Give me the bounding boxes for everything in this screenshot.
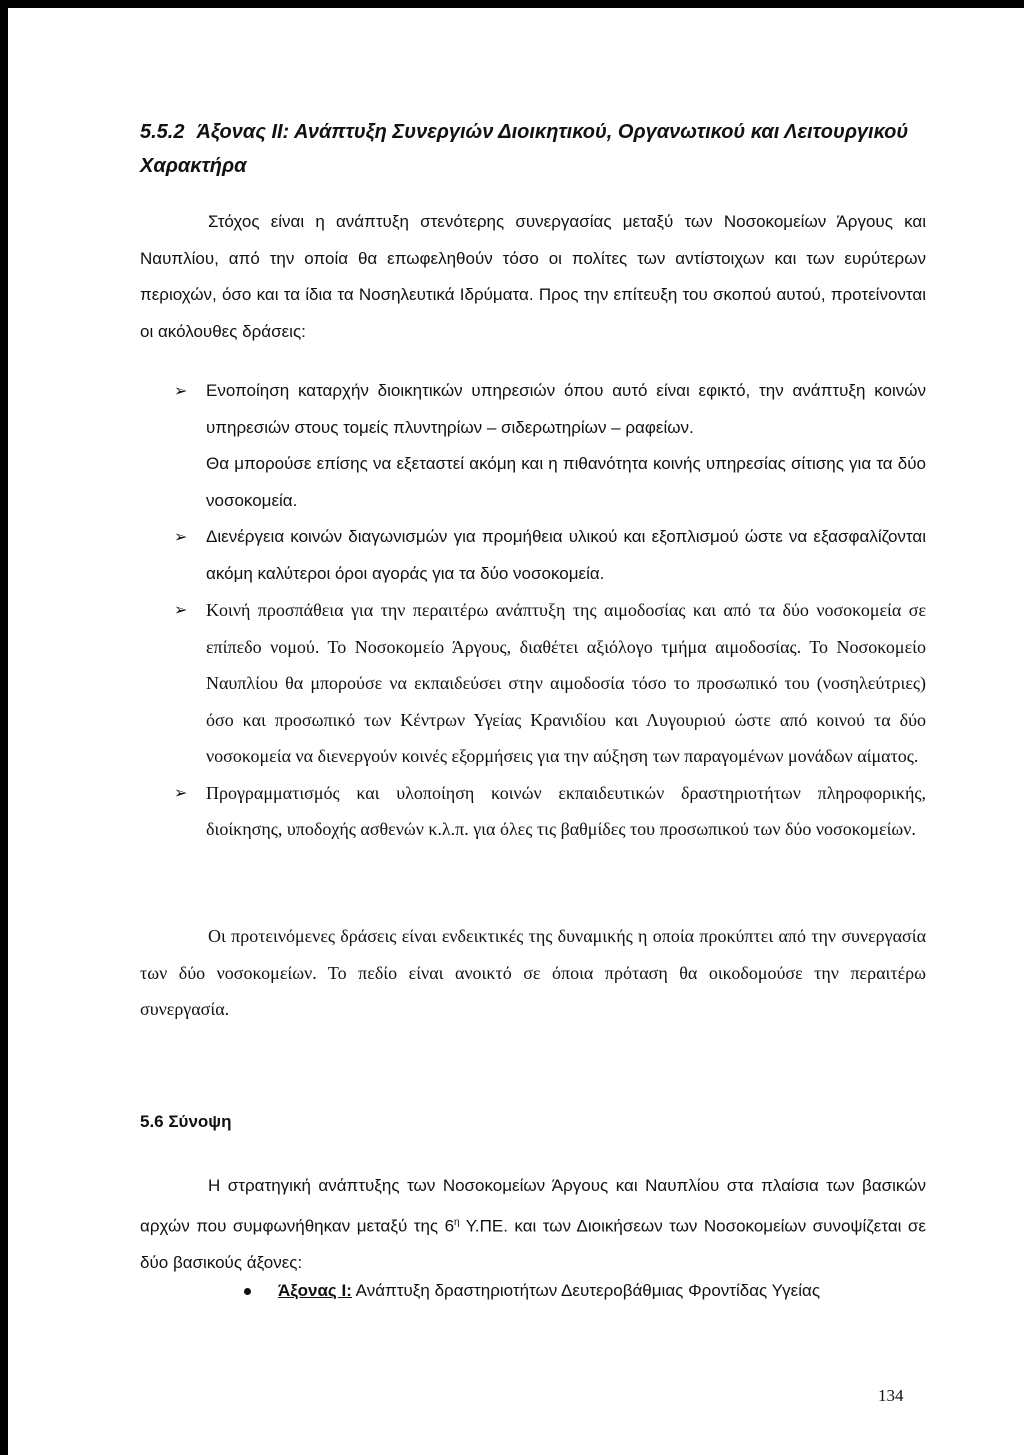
axis-item (140, 1276, 926, 1306)
action-item (140, 775, 926, 848)
section-heading (140, 115, 926, 183)
action-text: Ενοποίηση καταρχήν διοικητικών υπηρεσιών όπου αυτό είναι εφικτό, την ανάπτυξη κοινών υπηρεσιών στους τομείς πλυντηρίων – σιδερωτηρίων – ραφείων. (206, 381, 926, 437)
arrow-bullet-icon: ➢ (174, 600, 188, 619)
superscript: η (454, 1216, 460, 1228)
summary-text-end: Υ.ΠΕ. και των Διοικήσεων των Νοσοκομείων συνοψίζεται σε δύο βασικούς άξονες: (140, 1216, 926, 1272)
page-number: 134 (878, 1386, 904, 1405)
arrow-bullet-icon: ➢ (174, 527, 188, 546)
axis-text: Ανάπτυξη δραστηριοτήτων Δευτεροβάθμιας Φροντίδας Υγείας (351, 1281, 821, 1300)
section-number: 5.5.2 (140, 121, 185, 143)
document-page (8, 8, 1024, 1455)
action-subtext: Θα μπορούσε επίσης να εξεταστεί ακόμη και η πιθανότητα κοινής υπηρεσίας σίτισης για τα δύο νοσοκομεία. (206, 454, 926, 510)
dot-bullet-icon (244, 1288, 251, 1295)
section-title-text: Άξονας ΙΙ: Ανάπτυξη Συνεργιών Διοικητικού, Οργανωτικού και Λειτουργικού Χαρακτήρα (140, 121, 909, 177)
action-item (140, 592, 926, 775)
closing-paragraph: Οι προτεινόμενες δράσεις είναι ενδεικτικές της δυναμικής η οποία προκύπτει από την συνεργασία των δύο νοσοκομείων. Το πεδίο είναι ανοικτό σε όποια πρόταση θα οικοδομούσε την περαιτέρω συνεργασία. (140, 926, 926, 1019)
actions-list (140, 373, 926, 848)
summary-heading: 5.6 Σύνοψη (140, 1112, 232, 1131)
axis-label: Άξονας Ι: (278, 1281, 352, 1300)
action-text: Προγραμματισμός και υλοποίηση κοινών εκπαιδευτικών δραστηριοτήτων πληροφορικής, διοίκησης, υποδοχής ασθενών κ.λ.π. για όλες τις βαθμίδες του προσωπικού των δύο νοσοκομείων. (206, 782, 926, 839)
action-text: Διενέργεια κοινών διαγωνισμών για προμήθεια υλικού και εξοπλισμού ώστε να εξασφαλίζονται ακόμη καλύτεροι όροι αγοράς για τα δύο νοσοκομεία. (206, 527, 926, 583)
action-item (140, 373, 926, 519)
action-item (140, 519, 926, 592)
arrow-bullet-icon: ➢ (174, 782, 188, 802)
summary-paragraph (140, 1168, 926, 1281)
summary-text-start: Η στρατηγική ανάπτυξης των Νοσοκομείων Άργους και Ναυπλίου στα πλαίσια των βασικών αρχών που συμφωνήθηκαν μεταξύ της 6 (140, 1176, 926, 1236)
action-text: Κοινή προσπάθεια για την περαιτέρω ανάπτυξη της αιμοδοσίας και από τα δύο νοσοκομεία σε επίπεδο νομού. Το Νοσοκομείο Άργους, διαθέτει αξιόλογο τμήμα αιμοδοσίας. Το Νοσοκομείο Ναυπλίου θα μπορούσε να εκπαιδεύσει στην αιμοδοσία τόσο το προσωπικό του (νοσηλεύτριες) όσο και προσωπικό των Κέντρων Υγείας Κρανιδίου και Λυγουριού ώστε από κοινού τα δύο νοσοκομεία να διενεργούν κοινές εξορμήσεις για την αύξηση των παραγομένων μονάδων αίματος. (206, 600, 926, 766)
axes-list (140, 1276, 926, 1306)
intro-paragraph: Στόχος είναι η ανάπτυξη στενότερης συνεργασίας μεταξύ των Νοσοκομείων Άργους και Ναυπλίου, από την οποία θα επωφεληθούν τόσο οι πολίτες των αντίστοιχων και των ευρύτερων περιοχών, όσο και τα ίδια τα Νοσηλευτικά Ιδρύματα. Προς την επίτευξη του σκοπού αυτού, προτείνονται οι ακόλουθες δράσεις: (140, 212, 926, 341)
arrow-bullet-icon: ➢ (174, 381, 188, 400)
